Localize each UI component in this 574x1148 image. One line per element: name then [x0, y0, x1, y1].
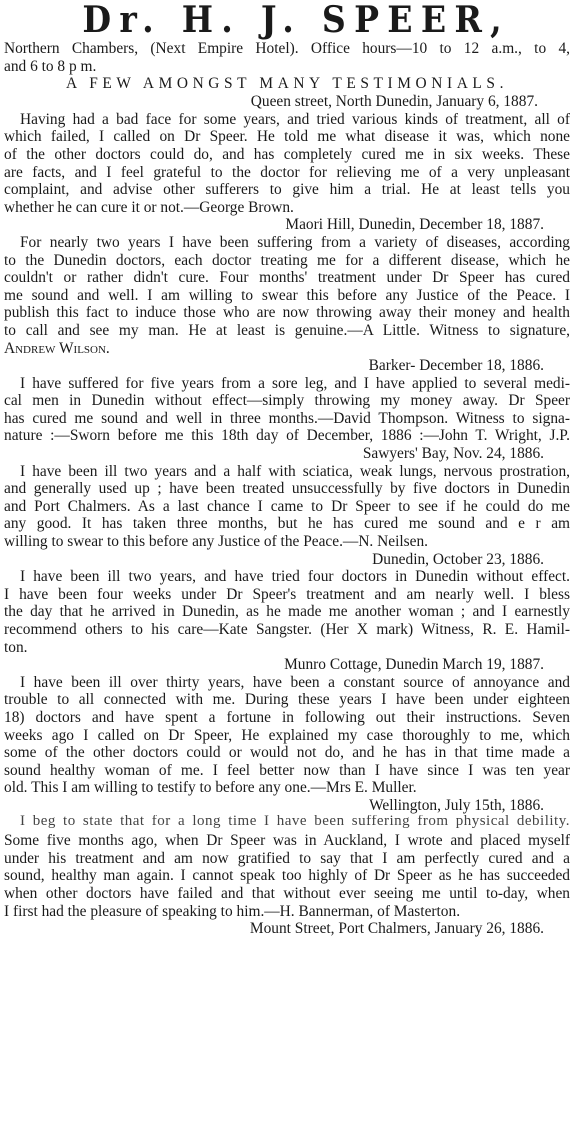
- testimonial-line: nature :—Sworn before me this 18th day of December, 1886 :—John T. Wright, J.P.: [4, 427, 570, 445]
- testimonial-place-date: Queen street, North Dunedin, January 6, 1887.: [250, 93, 538, 111]
- testimonial-line: willing to swear to this before any Justice of the Peace.—N. Neilsen.: [4, 533, 428, 551]
- testimonial-line: Andrew Wilson.: [4, 339, 110, 357]
- testimonial-line: complaint, and advise other sufferers to give him a trial. He at least tells you: [4, 181, 570, 199]
- testimonial-line: I have suffered for five years from a sore leg, and I have applied to several medi-: [20, 374, 570, 392]
- testimonial-line: I have been ill two years, and have tried four doctors in Dunedin without effect.: [20, 568, 570, 586]
- testimonial-line: trouble to all connected with me. During these years I have been under eighteen: [4, 691, 570, 709]
- testimonial: [4, 357, 570, 445]
- advertisement-title: Dr. H. J. SPEER,: [82, 0, 510, 41]
- testimonial-place-date: Sawyers' Bay, Nov. 24, 1886.: [362, 445, 544, 463]
- testimonial: [4, 656, 570, 797]
- section-heading: A FEW AMONGST MANY TESTIMONIALS.: [65, 75, 509, 93]
- testimonial: [4, 920, 570, 938]
- testimonial-line: some of the other doctors could or would not do, and he has in that time made a: [4, 744, 570, 762]
- address-line: and 6 to 8 p m.: [4, 57, 97, 75]
- testimonial-line: any good. It has taken three months, but he has cured me sound and e r am: [4, 515, 570, 533]
- testimonial: [4, 445, 570, 551]
- testimonial-line: I first had the pleasure of speaking to him.—H. Bannerman, of Masterton.: [4, 902, 461, 920]
- testimonial-line: Some five months ago, when Dr Speer was in Auckland, I wrote and placed myself: [4, 832, 570, 850]
- testimonial-place-date: Wellington, July 15th, 1886.: [369, 796, 544, 814]
- testimonial-line: sound, healthy man again. I cannot speak too highly of Dr Speer as he has succeeded: [4, 867, 570, 885]
- address-line: Northern Chambers, (Next Empire Hotel). Office hours—10 to 12 a.m., to 4,: [4, 40, 570, 57]
- testimonial-line: to call and see my man. He at least is genuine.—A Little. Witness to signature,: [4, 321, 570, 339]
- testimonial-line: I have been ill two years and a half with sciatica, weak lungs, nervous prostration,: [20, 462, 570, 480]
- testimonial-line: I have been ill over thirty years, have been a constant source of annoyance and: [20, 673, 570, 691]
- testimonial-place-date: Munro Cottage, Dunedin March 19, 1887.: [284, 656, 544, 674]
- testimonial-line: recommend others to his care—Kate Sangster. (Her X mark) Witness, R. E. Hamil-: [4, 621, 570, 638]
- testimonial-line: and generally used up ; have been treated unsuccessfully by five doctors in Dunedin: [4, 480, 570, 498]
- testimonial-line: publish this fact to induce those who are now throwing away their money and health: [4, 304, 570, 322]
- testimonial-line: For nearly two years I have been suffering from a variety of diseases, according: [20, 233, 570, 251]
- testimonial-line: weeks ago I called on Dr Speer, He explained my case thoroughly to me, which: [4, 726, 570, 744]
- testimonial-line: whether he can cure it or not.—George Brown.: [4, 198, 294, 216]
- testimonial: [4, 797, 570, 920]
- testimonial-line: ton.: [4, 638, 28, 656]
- testimonial-place-date: Dunedin, October 23, 1886.: [372, 550, 544, 568]
- testimonial-line: to the Dunedin doctors, each doctor treating me for a different disease, which he: [4, 251, 570, 269]
- testimonial-line: are facts, and I feel grateful to the doctor for relieving me of a very unpleasant: [4, 163, 570, 181]
- testimonial-line: I have been four weeks under Dr Speer's treatment and am nearly well. I bless: [4, 585, 570, 603]
- testimonial-line: of the other doctors could do, and has completely cured me in six weeks. These: [4, 145, 570, 163]
- testimonial-line: 18) doctors and have spent a fortune in following out their instructions. Seven: [4, 708, 570, 726]
- testimonial-line: cal men in Dunedin without effect—simply throwing my money away. Dr Speer: [4, 392, 570, 410]
- testimonial-line: Having had a bad face for some years, and tried various kinds of treatment, all of: [20, 110, 570, 128]
- testimonial-line: the day that he arrived in Dunedin, as he made me another woman ; and I earnestly: [4, 603, 570, 621]
- testimonial-place-date: Barker- December 18, 1886.: [368, 357, 544, 375]
- testimonial-place-date: Maori Hill, Dunedin, December 18, 1887.: [285, 216, 544, 234]
- testimonial-line: sound healthy woman of me. I feel better now than I have since I was ten year: [4, 761, 570, 779]
- testimonial-line: and Port Chalmers. As a last chance I came to Dr Speer to see if he could do me: [4, 497, 570, 515]
- testimonial-line: couldn't or rather didn't cure. Four months' treatment under Dr Speer has cured: [4, 269, 570, 287]
- testimonial-place-date: Mount Street, Port Chalmers, January 26, 1886.: [249, 920, 544, 938]
- testimonial: [4, 93, 570, 216]
- testimonial-line: which failed, I called on Dr Speer. He told me what disease it was, which none: [4, 128, 570, 146]
- testimonial-line: under his treatment and am now gratified to say that I am perfectly cured and a: [4, 849, 570, 867]
- testimonial-line: me sound and well. I am willing to swear this before any Justice of the Peace. I: [4, 286, 570, 304]
- testimonial-line: when other doctors have failed and that without ever seeing me until to-day, when: [4, 884, 570, 902]
- testimonial-line: old. This I am willing to testify to before any one.—Mrs E. Muller.: [4, 779, 417, 797]
- testimonial: [4, 216, 570, 357]
- testimonial: [4, 551, 570, 657]
- testimonial-line-cropped: I beg to state that for a long time I have been suffering from physical debility.: [20, 814, 570, 829]
- testimonial-line: has cured me sound and well in three months.—David Thompson. Witness to signa-: [4, 409, 570, 427]
